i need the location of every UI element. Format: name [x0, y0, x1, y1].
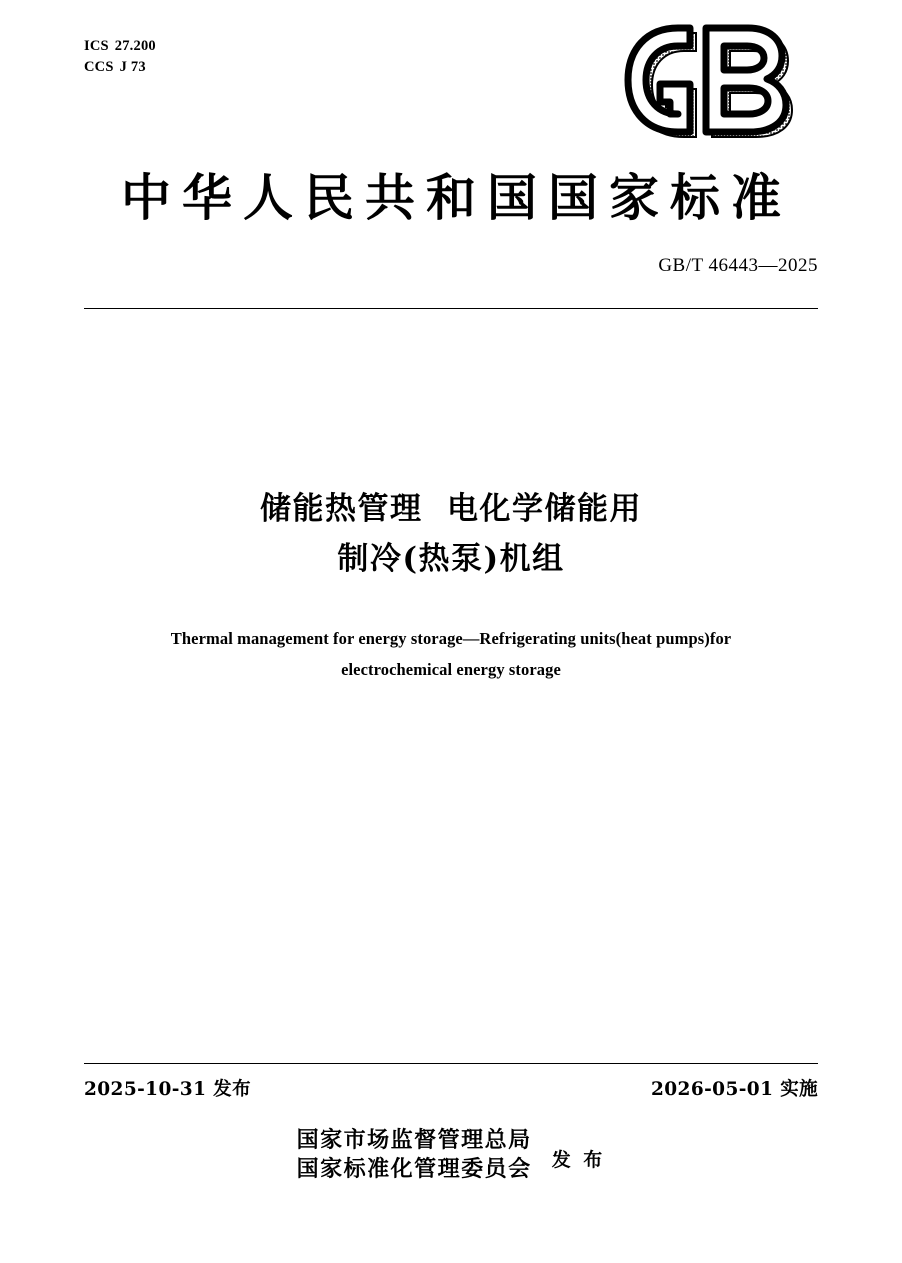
publisher-line-2: 国家标准化管理委员会	[296, 1156, 532, 1183]
publisher-names	[297, 1126, 532, 1185]
publisher-block	[0, 1126, 902, 1185]
divider-top	[84, 308, 818, 309]
ics-row	[84, 36, 156, 57]
ics-label: ICS	[84, 38, 109, 54]
document-title-en-line-2: electrochemical energy storage	[341, 659, 561, 679]
publisher-verb: 发 布	[551, 1148, 606, 1171]
page-title: 中华人民共和国国家标准	[121, 168, 792, 227]
effective-date: 2026-05-01 实施	[651, 1079, 818, 1100]
document-title-cn	[0, 484, 902, 584]
issue-date: 2025-10-31 发布	[84, 1079, 251, 1100]
gb-logo-icon	[620, 22, 820, 140]
publisher-line-1: 国家市场监督管理总局	[296, 1127, 532, 1153]
document-title-cn-line-2: 制冷(热泵)机组	[337, 541, 565, 578]
ics-value: 27.200	[114, 38, 156, 54]
classification-block	[84, 36, 156, 78]
document-title-en	[84, 624, 818, 685]
ccs-label: CCS	[84, 59, 114, 76]
document-title-en-line-1: Thermal management for energy storage—Refrigerating units(heat pumps)for	[170, 629, 732, 648]
standard-number: GB/T 46443—2025	[658, 255, 818, 276]
divider-bottom	[84, 1063, 818, 1064]
document-title-cn-line-1: 储能热管理 电化学储能用	[259, 491, 643, 527]
ccs-value: J 73	[119, 59, 146, 76]
ccs-row	[84, 57, 156, 78]
